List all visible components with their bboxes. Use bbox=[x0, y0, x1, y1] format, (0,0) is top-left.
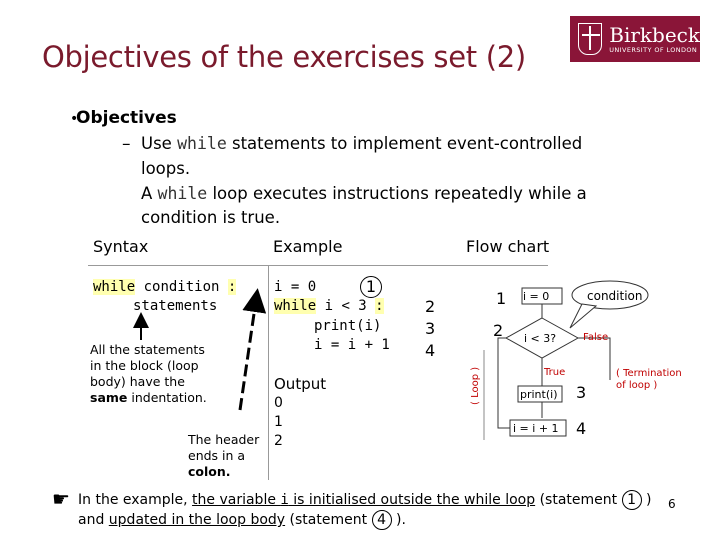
syntax-header-line: while condition : bbox=[93, 279, 237, 295]
table-divider bbox=[88, 265, 548, 266]
dash-marker: – bbox=[122, 134, 131, 154]
birkbeck-logo bbox=[570, 16, 700, 62]
example-line-3: print(i) bbox=[314, 318, 382, 334]
logo-sub: UNIVERSITY OF LONDON bbox=[609, 46, 698, 54]
flow-condition-text: condition bbox=[587, 289, 643, 303]
flow-number-1: 1 bbox=[496, 289, 507, 308]
stmt-number-2: 2 bbox=[425, 297, 436, 316]
stmt-number-3: 3 bbox=[425, 319, 436, 338]
flow-number-2: 2 bbox=[493, 321, 504, 340]
header-example: Example bbox=[273, 237, 343, 256]
objectives-heading: Objectives bbox=[76, 108, 177, 128]
flow-termination-label: ( Termination of loop ) bbox=[616, 368, 682, 391]
flow-false-label: False bbox=[583, 332, 609, 343]
flow-true-label: True bbox=[544, 367, 566, 378]
slide-title: Objectives of the exercises set (2) bbox=[42, 40, 526, 74]
logo-name: Birkbeck bbox=[609, 23, 700, 47]
footer-number-1: 1 bbox=[622, 490, 642, 510]
header-flowchart: Flow chart bbox=[466, 237, 550, 256]
example-line-2: while i < 3 : bbox=[274, 298, 384, 314]
output-0: 0 bbox=[274, 395, 283, 411]
output-label: Output bbox=[274, 375, 327, 393]
syntax-body-line: statements bbox=[133, 298, 218, 314]
stmt-number-1: 1 bbox=[360, 276, 382, 298]
objective-line-1: Use while statements to implement event-controlled bbox=[141, 134, 583, 153]
header-syntax: Syntax bbox=[93, 237, 149, 256]
pointing-hand-icon: ☛ bbox=[52, 487, 70, 511]
footer-note: In the example, the variable i is initialised outside the while loop (statement 1 ) and updated in the loop body (statement 4 ). bbox=[78, 492, 652, 528]
flow-init-text: i = 0 bbox=[523, 290, 550, 303]
indentation-note: All the statements in the block (loop body) have the same indentation. bbox=[90, 342, 207, 405]
objective-line-2: loops. bbox=[141, 159, 191, 178]
colon-note: The header ends in a colon. bbox=[188, 432, 260, 479]
flow-print-text: print(i) bbox=[520, 388, 558, 401]
page-number: 6 bbox=[668, 497, 676, 511]
example-line-1: i = 0 bbox=[274, 279, 317, 295]
objective-line-4: condition is true. bbox=[141, 208, 281, 227]
flow-number-4: 4 bbox=[576, 419, 587, 438]
stmt-number-4: 4 bbox=[425, 341, 436, 360]
flow-test-text: i < 3? bbox=[524, 332, 557, 345]
footer-number-4: 4 bbox=[372, 510, 392, 530]
bullet-icon: • bbox=[70, 111, 79, 127]
colon-arrow bbox=[240, 300, 256, 410]
output-2: 2 bbox=[274, 433, 283, 449]
flow-incr-text: i = i + 1 bbox=[513, 422, 559, 435]
objective-line-3: A while loop executes instructions repeatedly while a bbox=[141, 184, 587, 203]
flow-loop-label: ( Loop ) bbox=[470, 366, 481, 405]
crest-icon bbox=[578, 23, 602, 55]
output-1: 1 bbox=[274, 414, 283, 430]
example-line-4: i = i + 1 bbox=[314, 337, 390, 353]
flow-number-3: 3 bbox=[576, 383, 587, 402]
